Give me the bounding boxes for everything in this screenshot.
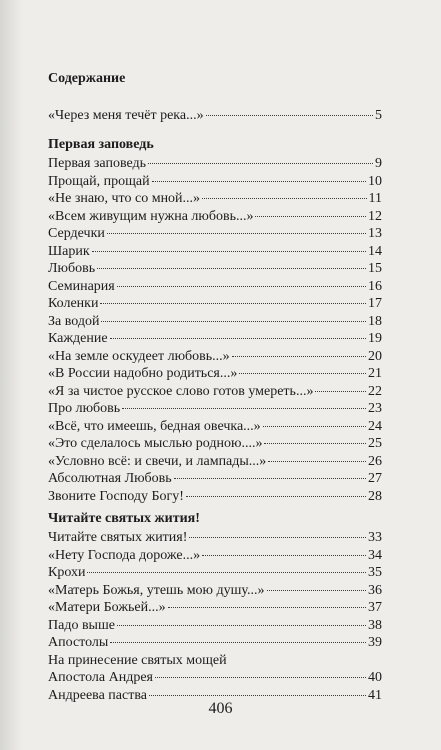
toc-entry [48, 435, 382, 453]
toc-leader-dots [264, 443, 366, 444]
toc-entry [48, 470, 382, 488]
toc-entry-page: 13 [368, 226, 382, 241]
toc-leader-dots [148, 163, 373, 164]
toc-entry-page: 28 [368, 488, 382, 504]
toc-entry-page: 9 [375, 156, 382, 171]
toc-leader-dots [122, 408, 366, 409]
toc-entry [48, 190, 382, 208]
toc-leader-dots [110, 338, 366, 339]
toc-leader-dots [149, 695, 366, 696]
toc-entry [48, 313, 382, 331]
toc-entry [48, 383, 382, 401]
toc-entry-label: Сердечки [48, 226, 105, 241]
toc-leader-dots [232, 356, 366, 357]
toc-entry-page: 14 [368, 243, 382, 259]
toc-entry-label: Андреева паства [48, 687, 147, 703]
toc-entry-page: 17 [368, 296, 382, 311]
toc-entry [48, 348, 382, 366]
toc-entry [48, 669, 382, 687]
toc-entry-page: 21 [368, 366, 382, 381]
toc-entry-label: «Условно всё: и свечи, и лампады...» [48, 453, 267, 469]
toc-leader-dots [100, 303, 366, 304]
toc-entry-label: Семинария [48, 278, 115, 294]
toc-entry-label: «Всем живущим нужна любовь...» [48, 208, 254, 224]
section-heading-read-lives: Читайте святых жития! [48, 511, 200, 526]
toc-entry-page: 38 [368, 617, 382, 633]
toc-leader-dots [267, 590, 366, 591]
toc-entry-label: «Это сделалось мыслью родною....» [48, 436, 263, 451]
toc-leader-dots [239, 373, 366, 374]
toc-entry-label: Прощай, прощай [48, 173, 150, 189]
toc-title: Содержание [48, 71, 126, 86]
toc-entry-page: 33 [368, 530, 382, 545]
toc-entry [48, 652, 382, 670]
toc-entry-label: «Я за чистое русское слово готов умереть...» [48, 383, 314, 399]
toc-entry-label: Апостолы [48, 635, 109, 650]
toc-leader-dots [202, 198, 366, 199]
toc-entry-page: 11 [368, 191, 382, 206]
toc-leader-dots [92, 251, 366, 252]
toc-leader-dots [315, 391, 366, 392]
toc-entry-label: Читайте святых жития! [48, 530, 188, 545]
toc-entry [48, 634, 382, 652]
toc-entry [48, 617, 382, 635]
section-list-first-commandment [48, 155, 382, 505]
toc-leader-dots [101, 321, 366, 322]
toc-leader-dots [168, 607, 366, 608]
toc-entry-label: «На земле оскудеет любовь...» [48, 348, 230, 364]
toc-entry-page: 10 [368, 173, 382, 189]
toc-entry-page: 25 [368, 436, 382, 451]
toc-entry-label: Первая заповедь [48, 156, 147, 171]
toc-entry [48, 173, 382, 191]
toc-entry [48, 547, 382, 565]
section-heading-first-commandment: Первая заповедь [48, 137, 154, 152]
toc-entry [48, 365, 382, 383]
toc-entry-label: Шарик [48, 243, 90, 259]
toc-entry [48, 400, 382, 418]
toc-entry [48, 418, 382, 436]
toc-leader-dots [174, 478, 366, 479]
toc-entry [48, 107, 382, 125]
toc-entry [48, 278, 382, 296]
toc-entry [48, 330, 382, 348]
toc-entry-page: 35 [368, 565, 382, 580]
toc-entry-label: «Матери Божьей...» [48, 600, 166, 615]
toc-entry-page: 39 [368, 635, 382, 650]
section-list-read-lives [48, 529, 382, 704]
intro-list [48, 107, 382, 125]
toc-entry-page: 23 [368, 401, 382, 416]
toc-entry-label: Про любовь [48, 401, 121, 416]
toc-entry-label: «Не знаю, что со мной...» [48, 191, 201, 206]
toc-leader-dots [255, 216, 366, 217]
toc-entry-page: 41 [368, 687, 382, 703]
toc-entry-page: 20 [368, 348, 382, 364]
toc-entry-label: «Матерь Божья, утешь мою душу...» [48, 582, 265, 598]
toc-entry-page: 5 [375, 108, 382, 123]
toc-entry-page: 16 [368, 278, 382, 294]
toc-entry-label: Апостола Андрея [48, 670, 153, 685]
toc-entry-label: «Через меня течёт река...» [48, 108, 204, 123]
toc-entry [48, 582, 382, 600]
toc-leader-dots [117, 625, 366, 626]
toc-leader-dots [107, 233, 366, 234]
toc-leader-dots [87, 572, 366, 573]
toc-entry-label: Коленки [48, 296, 99, 311]
toc-leader-dots [202, 555, 366, 556]
toc-entry-page: 37 [368, 600, 382, 615]
toc-entry [48, 564, 382, 582]
toc-entry-page: 15 [368, 261, 382, 276]
toc-entry-label: «Всё, что имеешь, бедная овечка...» [48, 418, 261, 434]
toc-entry-page: 26 [368, 453, 382, 469]
toc-entry [48, 599, 382, 617]
toc-entry-label: Падо выше [48, 617, 115, 633]
toc-entry-page: 24 [368, 418, 382, 434]
toc-entry [48, 260, 382, 278]
toc-entry [48, 295, 382, 313]
toc-entry-label: Абсолютная Любовь [48, 471, 172, 486]
toc-leader-dots [97, 268, 366, 269]
toc-leader-dots [155, 677, 366, 678]
toc-leader-dots [263, 426, 366, 427]
toc-entry [48, 529, 382, 547]
toc-entry-label: Крохи [48, 565, 86, 580]
toc-leader-dots [206, 115, 373, 116]
toc-entry-page: 18 [368, 313, 382, 329]
toc-leader-dots [189, 537, 366, 538]
toc-entry [48, 488, 382, 506]
toc-entry-label: Любовь [48, 261, 96, 276]
toc-entry [48, 208, 382, 226]
toc-entry-label: «Нету Господа дороже...» [48, 547, 201, 563]
toc-entry-page: 22 [368, 383, 382, 399]
toc-entry-page: 27 [368, 471, 382, 486]
toc-entry-page: 40 [368, 670, 382, 685]
toc-entry-page: 19 [368, 331, 382, 346]
toc-entry-page: 34 [368, 547, 382, 563]
toc-entry-label: Каждение [48, 331, 108, 346]
toc-leader-dots [152, 181, 366, 182]
toc-entry-label: «В России надобно родиться...» [48, 366, 238, 381]
toc-entry-label: Звоните Господу Богу! [48, 488, 184, 504]
toc-entry-label: За водой [48, 313, 100, 329]
toc-leader-dots [117, 286, 366, 287]
toc-entry [48, 243, 382, 261]
toc-entry [48, 225, 382, 243]
toc-leader-dots [268, 461, 366, 462]
page-number: 406 [208, 700, 233, 717]
toc-entry-page: 12 [368, 208, 382, 224]
toc-entry-page: 36 [368, 582, 382, 598]
toc-leader-dots [186, 496, 366, 497]
toc-leader-dots [110, 642, 366, 643]
toc-entry [48, 155, 382, 173]
toc-entry [48, 453, 382, 471]
toc-entry-label: На принесение святых мощей [48, 652, 227, 668]
